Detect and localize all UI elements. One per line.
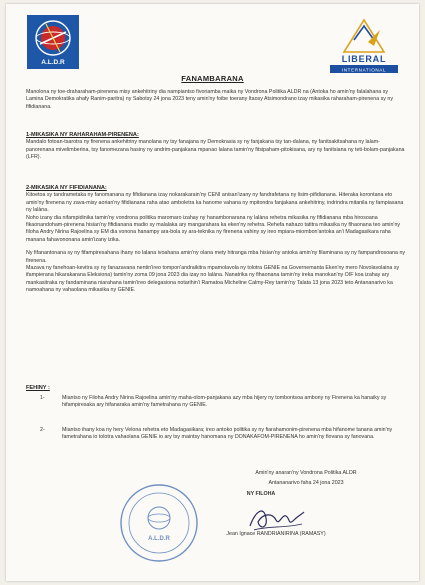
aldr-logo [26,14,80,70]
official-stamp [118,482,200,564]
signatory-role: NY FILOHA [246,491,276,497]
fehiny-heading: FEHINY : [26,385,50,391]
section2-para4: Mazava ny fanehoan-kevitra sy ny fanazavana nentin'ireo tompon'andraikitra mpamolavola ny tolotra GENIE na Governemanta Eken'ny mero Novolavolaina sy ifampierana hikarakarana Eleksiona) tamin'ny zoma 09 jona 2023 dia izay no lalàna. Nanatrika ny fihaonana tamin'ny ireka manokan'ny OIF koa izahay ary mankasitraka ny fandaminana niarahana tamin'ireo delegasiona notarihin'i Ramatoa Micheline Calmy-Rey tamin'ny Talata 13 jona 2023 teto Antananarivo ka namoahana ny vahaolana mikasika ny GENIE. [26,265,400,294]
liberal-logo-subtext: INTERNATIONAL [341,67,387,73]
aldr-logo-text: A.L.D.R [41,59,65,66]
intro-paragraph [26,89,406,111]
document-title: FANAMBARANA [181,74,244,83]
section-national-affairs [26,132,406,162]
section2-heading: 2-MIKASIKA NY FIFIDIANANA: [26,185,107,191]
fehiny-item-text: Miantso ihany koa ny hery Velona rehetra eto Madagasikara; ireo antoko politika sy ny fiarahamonim-pirenena mba hifanome tanana amin'ny fametrahana io tolotra vahaolana GENIE io ary tsy maintsy hanomana ny DONAKAFOM-PIRENENA ho amin'ny fiovana sy fanovana. [62,427,393,441]
liberal-international-logo [324,16,404,78]
document-page [6,4,419,581]
liberal-logo-text: LIBERAL [341,54,387,64]
intro-text: Manolona ny toe-draharaham-pirenena misy ankehitriny dia nampiantso fivoriamba maika ny Vondrona Politika ALDR na (Antoka ho amin'ny falalahana sy Lamina Demokratika ahafy Ranim-paritra) ny Sabotsy 24 jona 2023 teny amin'ny foibe toerany Itaosy Atsimondrano izay mikasika raharaham-pirenena sy ny fifidianana. [26,89,393,110]
signature-date: Antananarivo faha 24 jona 2023 [268,480,344,486]
fehiny-item-number: 2- [40,427,45,433]
fehiny-item-text: Miantso ny Filoha Andry Nirina Rajoelina amin'ny maha-olom-panjakana azy mba hijery ny tombontsoa ambony ny Firenena ka hanaiky sy hifampiresaka ary hifanaraka amin'ny fametrahana ny GENIE. [62,395,387,409]
section2-para2: Noho izany dia nifampidinika tamin'ny vondrona politika maromaro izahay ny hanambonarana ny lalàna rehetra mikasika ny fifidianana mba hirosoana fikaonandoham-pirenena hisian'ny fifidianana madio sy malalaka ary mangarahara ka eken'ny rehetra. Rehefa nahazo tatitra mikasika ny fihaonana teo amin'ny filoha Andry Nirina Rajoelina sy EM dia vonona hanampy ara-bola sy ara-teknika ny firenena vahiny sy ireo mpiara-miombon'antoka an'i Madagasikara raha manana fahavononana amin'izany izika. [26,214,401,243]
section-elections [26,185,406,295]
fehiny-heading-block [26,385,406,392]
section2-para1: Kitoetoa sy tandrametaka ny fanomanana ny fifidianana izay nokarakarain'ny CENI anisan'izany ny fandrafetana ny lisim-pifidianana. Hiteraka korontana eto amin'ny firenena ny zava-misy aorian'ny fifidianana raha atao amboletra ka hanome vahana ny mpitondra fanjakana ankehitriny, indrindra mitanila ny fampiasana ny lalàna. [26,192,404,214]
section1-heading: 1-MIKASIKA NY RAHARAHAM-PIRENENA: [26,132,139,138]
section1-body: Mandalo fotoan-tsarotra ny firenena ankehitriny manolana ny tsy fanajana ny Demokrasia sy ny fanjakana tsy tan-dalana, ny fanitsakitsahana ny lalam-panorenana mivelimberina, tsy fanomezana hasiny ny andrim-panjakana mpanao lalana tamin'ny fitsipaham-pitokisana, ary ny fanitsiana ny teti-bolam-panjakana (LFR). [26,139,405,161]
stamp-text: A.L.D.R [148,536,170,542]
signatory-name: Jean Ignace RANDRIANIRINA (RAMASY) [226,531,326,537]
section2-para3: Ny fifanantonana sy ny fifampiresahana ihany no lalana ivoahana amin'ny olana mety hitranga mba hisian'ny antoka amin'ny filaminana sy ny fampandrosoana ny firenena. [26,250,406,264]
signature-line1: Amin'ny anaran'ny Vondrona Politika ALDR [255,470,357,476]
fehiny-item-number: 1- [40,395,45,401]
